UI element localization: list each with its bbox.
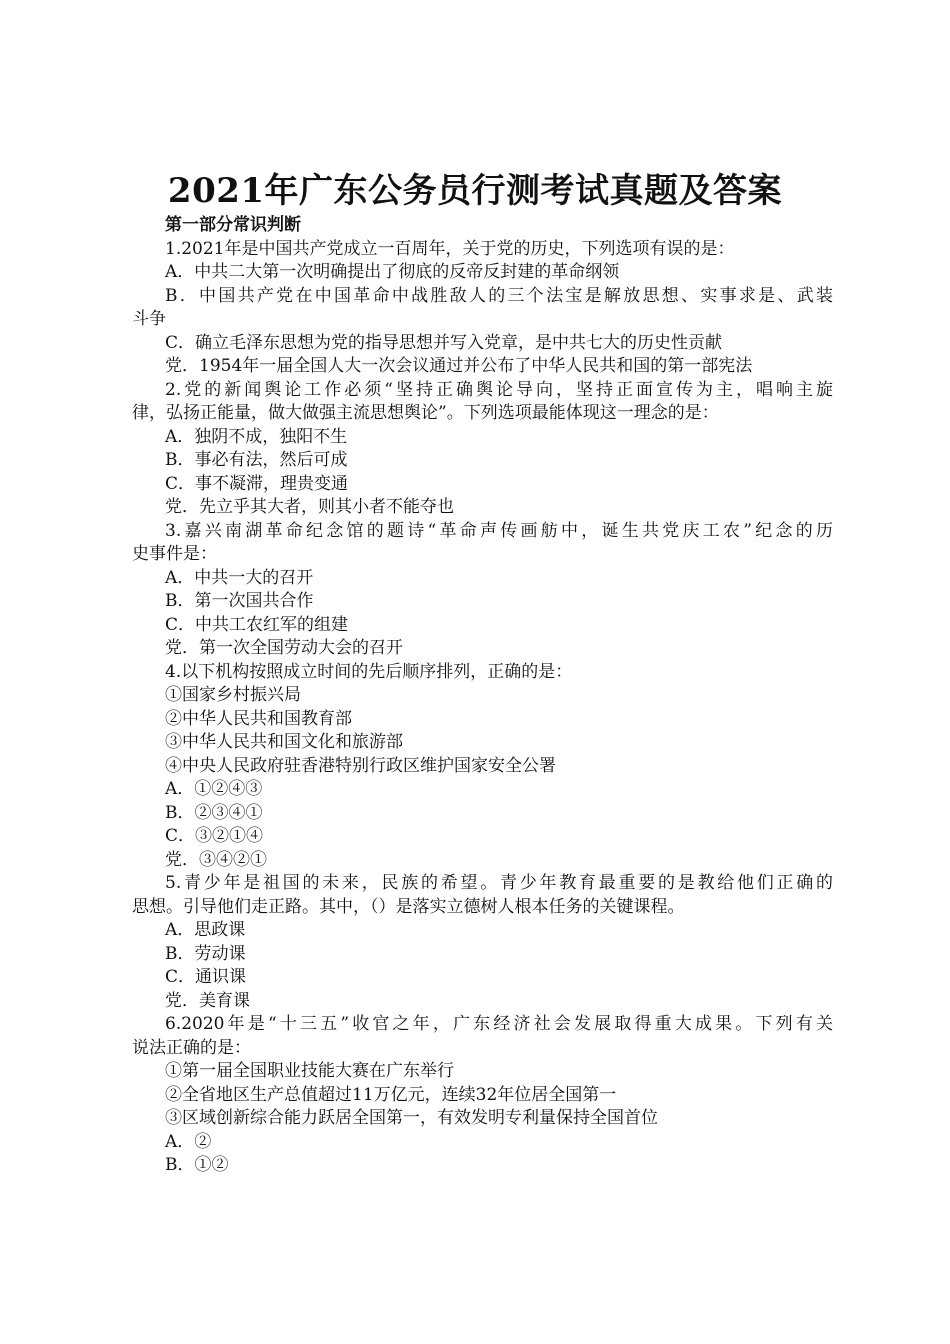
option-6a: A．② (165, 1131, 212, 1152)
option-4a: A．①②④③ (165, 779, 263, 799)
option-4d: 党．③④②① (165, 849, 267, 870)
option-5a: A．思政课 (165, 920, 246, 940)
option-1a: A．中共二大第一次明确提出了彻底的反帝反封建的革命纲领 (165, 262, 620, 282)
option-4b: B．②③④① (165, 802, 263, 823)
option-2b: B．事必有法，然后可成 (165, 450, 348, 470)
option-1d: 党．1954年一届全国人大一次会议通过并公布了中华人民共和国的第一部宪法 (165, 356, 753, 376)
option-6b: B．①② (165, 1155, 229, 1175)
question-1: 1.2021年是中国共产党成立一百周年，关于党的历史，下列选项有误的是： (165, 238, 735, 259)
option-3c: C．中共工农红军的组建 (165, 614, 349, 635)
option-3b: B．第一次国共合作 (165, 591, 314, 611)
question-2: 2.党的新闻舆论工作必须“坚持正确舆论导向，坚持正面宣传为主，唱响主旋 (165, 379, 833, 400)
section-heading: 第一部分常识判断 (165, 215, 301, 235)
option-2d: 党．先立乎其大者，则其小者不能夺也 (165, 497, 454, 517)
option-1b-cont: 斗争 (132, 309, 166, 329)
question-5-cont: 思想。引导他们走正路。其中，（）是落实立德树人根本任务的关键课程。 (132, 896, 685, 917)
item-4-4: ④中央人民政府驻香港特别行政区维护国家安全公署 (165, 755, 556, 776)
document-title: 2021年广东公务员行测考试真题及答案 (167, 171, 783, 211)
question-3-cont: 史事件是： (132, 544, 217, 564)
option-5c: C．通识课 (165, 967, 247, 987)
document-body (132, 214, 833, 1178)
option-2c: C．事不凝滞，理贵变通 (165, 473, 349, 494)
option-4c: C．③②①④ (165, 826, 264, 846)
item-4-2: ②中华人民共和国教育部 (165, 708, 352, 729)
option-5b: B．劳动课 (165, 943, 246, 964)
option-3a: A．中共一大的召开 (165, 567, 314, 588)
item-6-3: ③区域创新综合能力跃居全国第一，有效发明专利量保持全国首位 (165, 1108, 658, 1128)
item-4-1: ①国家乡村振兴局 (165, 685, 301, 705)
question-4: 4.以下机构按照成立时间的先后顺序排列，正确的是： (165, 661, 573, 682)
question-6: 6.2020年是“十三五”收官之年，广东经济社会发展取得重大成果。下列有关 (165, 1014, 833, 1034)
option-1b: B．中国共产党在中国革命中战胜敌人的三个法宝是解放思想、实事求是、武装 (165, 285, 833, 306)
item-6-1: ①第一届全国职业技能大赛在广东举行 (165, 1061, 454, 1081)
option-3d: 党．第一次全国劳动大会的召开 (165, 638, 403, 658)
option-5d: 党．美育课 (165, 990, 250, 1011)
question-6-cont: 说法正确的是： (132, 1037, 251, 1058)
option-2a: A．独阴不成，独阳不生 (165, 426, 348, 447)
question-3: 3.嘉兴南湖革命纪念馆的题诗“革命声传画舫中，诞生共党庆工农”纪念的历 (165, 520, 833, 541)
item-6-2: ②全省地区生产总值超过11万亿元，连续32年位居全国第一 (165, 1084, 617, 1105)
item-4-3: ③中华人民共和国文化和旅游部 (165, 732, 403, 752)
option-1c: C．确立毛泽东思想为党的指导思想并写入党章，是中共七大的历史性贡献 (165, 332, 723, 353)
question-5: 5.青少年是祖国的未来，民族的希望。青少年教育最重要的是教给他们正确的 (165, 873, 833, 893)
question-2-cont: 律，弘扬正能量，做大做强主流思想舆论”。下列选项最能体现这一理念的是： (132, 403, 719, 423)
